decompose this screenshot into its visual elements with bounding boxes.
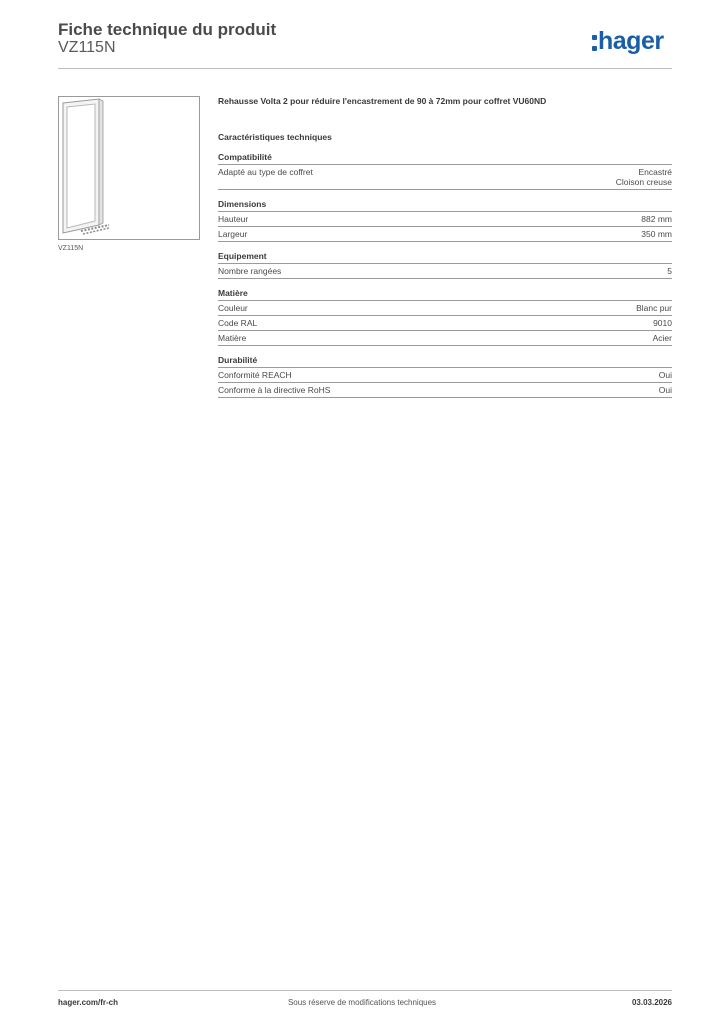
- spec-value-line: Encastré: [638, 167, 672, 177]
- spec-value: [653, 333, 672, 343]
- spec-value: [636, 303, 672, 313]
- spec-value-line: Cloison creuse: [615, 177, 672, 187]
- image-caption: VZ115N: [58, 245, 84, 252]
- spec-label: Matière: [218, 333, 247, 343]
- spec-value: [659, 385, 672, 395]
- spec-label: Largeur: [218, 229, 248, 239]
- spec-row: [218, 212, 672, 227]
- spec-row: [218, 301, 672, 316]
- brand-name: hager: [598, 27, 664, 55]
- brand-logo[interactable]: [592, 26, 664, 56]
- spec-value: [641, 214, 672, 224]
- spec-value-line: 350 mm: [641, 229, 672, 239]
- product-code: VZ115N: [58, 39, 116, 56]
- spec-groups: [218, 152, 672, 398]
- footer-divider: [58, 990, 672, 991]
- footer-website-link[interactable]: hager.com/fr-ch: [58, 998, 119, 1007]
- spec-label: Hauteur: [218, 214, 249, 224]
- spec-value-line: 5: [667, 266, 672, 276]
- spec-label: Code RAL: [218, 318, 258, 328]
- specs-heading: Caractéristiques techniques: [218, 132, 332, 142]
- spec-label: Couleur: [218, 303, 248, 313]
- spec-value: [641, 229, 672, 239]
- spec-panel: [218, 96, 672, 398]
- product-description: Rehausse Volta 2 pour réduire l'encastrement de 90 à 72mm pour coffret VU60ND: [218, 96, 547, 106]
- spec-value: [667, 266, 672, 276]
- footer-disclaimer: Sous réserve de modifications techniques: [287, 998, 437, 1007]
- page-title: Fiche technique du produit: [58, 20, 277, 39]
- spec-group-title: Matière: [218, 288, 672, 301]
- spec-value-line: Oui: [658, 370, 672, 380]
- spec-row: [218, 165, 672, 190]
- spec-value-line: Oui: [658, 385, 672, 395]
- spec-label: Nombre rangées: [218, 266, 282, 276]
- spec-row: [218, 227, 672, 242]
- spec-label: Conforme à la directive RoHS: [218, 385, 331, 395]
- spec-value-line: Blanc pur: [636, 303, 672, 313]
- spec-row: [218, 383, 672, 398]
- spec-group-title: Durabilité: [218, 355, 672, 368]
- spec-row: [218, 264, 672, 279]
- spec-value: [616, 167, 672, 187]
- footer-date: 03.03.2026: [631, 998, 672, 1007]
- spec-group: [218, 251, 672, 279]
- spec-group-title: Compatibilité: [218, 152, 672, 165]
- header-divider: [58, 68, 672, 69]
- spec-value-line: 9010: [653, 318, 672, 328]
- spec-group-title: Dimensions: [218, 199, 672, 212]
- spec-group-title: Equipement: [218, 251, 672, 264]
- spec-value: [659, 370, 672, 380]
- spec-label: Conformité REACH: [218, 370, 292, 380]
- spec-row: [218, 331, 672, 346]
- spec-group: [218, 152, 672, 190]
- product-image: [58, 96, 200, 240]
- spec-row: [218, 316, 672, 331]
- spec-value: [653, 318, 672, 328]
- spec-label: Adapté au type de coffret: [218, 167, 313, 177]
- spec-group: [218, 355, 672, 398]
- spec-group: [218, 199, 672, 242]
- spec-group: [218, 288, 672, 346]
- spec-value-line: 882 mm: [641, 214, 672, 224]
- logo-mark-icon: [592, 35, 597, 51]
- spec-row: [218, 368, 672, 383]
- frame-illustration-icon: [59, 97, 199, 239]
- spec-value-line: Acier: [652, 333, 672, 343]
